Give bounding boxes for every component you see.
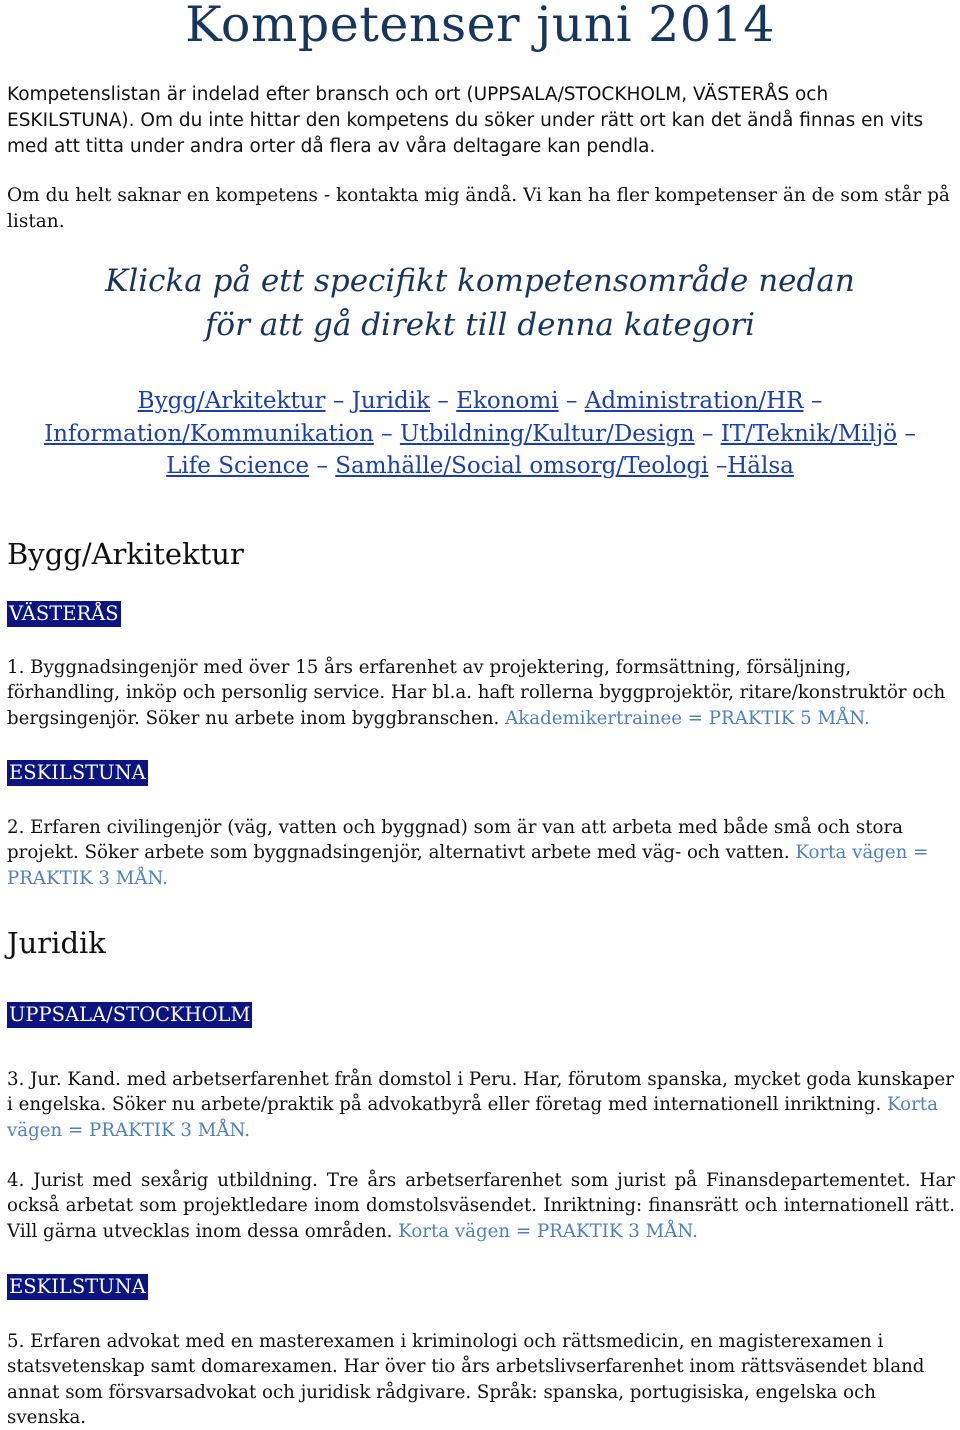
nav-link-administration-hr[interactable]: Administration/HR: [584, 388, 804, 414]
competence-item-2: [7, 815, 955, 891]
nav-link-bygg[interactable]: Bygg/Arkitektur: [137, 388, 326, 414]
item-description: 2. Erfaren civilingenjör (väg, vatten och byggnad) som är van att arbeta med både små och stora projekt. Söker arbete som byggnadsingenjör, alternativt arbete med väg- och vatten.: [7, 817, 904, 864]
nav-separator: –: [381, 421, 393, 447]
intro-paragraph: Kompetenslistan är indelad efter bransch och ort (UPPSALA/STOCKHOLM, VÄSTERÅS och ESKILSTUNA). Om du inte hittar den kompetens du söker under rätt ort kan det ändå finnas en vits med att titta under andra orter då flera av våra deltagare kan pendla.: [7, 84, 924, 157]
nav-link-utbildning-kultur-design[interactable]: Utbildning/Kultur/Design: [399, 421, 695, 447]
item-description: 1. Byggnadsingenjör med över 15 års erfarenhet av projektering, formsättning, försäljning, förhandling, inköp och personlig service. Har bl.a. haft rollerna byggprojektör, ritare/konstruktör och bergsingenjör. Söker nu arbete inom byggbranschen.: [7, 657, 946, 729]
category-nav-row-2: [0, 418, 960, 451]
praktik-label: Korta vägen = PRAKTIK 3 MÅN.: [7, 842, 929, 889]
nav-separator: –: [332, 388, 345, 414]
location-badge-eskilstuna: ESKILSTUNA: [9, 1275, 146, 1298]
nav-separator: –: [437, 388, 449, 414]
nav-link-juridik[interactable]: Juridik: [351, 388, 431, 414]
competence-item-3: [7, 1067, 955, 1143]
nav-link-halsa[interactable]: Hälsa: [727, 453, 794, 479]
nav-separator: –: [810, 388, 823, 414]
nav-separator: –: [715, 453, 728, 479]
contact-note: Om du helt saknar en kompetens - kontakta mig ändå. Vi kan ha fler kompetenser än de som står på listan.: [7, 185, 950, 232]
nav-separator: –: [701, 421, 714, 447]
nav-link-it-teknik-miljo[interactable]: IT/Teknik/Miljö: [720, 421, 898, 447]
praktik-label: Korta vägen = PRAKTIK 3 MÅN.: [398, 1220, 698, 1242]
competence-item-4: [7, 1168, 955, 1244]
nav-separator: –: [316, 453, 328, 479]
nav-link-samhalle-social-omsorg-teologi[interactable]: Samhälle/Social omsorg/Teologi: [335, 453, 709, 479]
competence-item-1: [7, 655, 955, 731]
nav-link-information-kommunikation[interactable]: Information/Kommunikation: [44, 421, 374, 447]
category-nav-row-1: [0, 385, 960, 418]
nav-separator: –: [565, 388, 578, 414]
item-description: 4. Jurist med sexårig utbildning. Tre års arbetserfarenhet som jurist på Finansdepartementet. Har också arbetat som projektledare inom domstolsväsendet. Inriktning: finansrätt och internationell rätt. Vill gärna utvecklas inom dessa områden.: [7, 1170, 955, 1242]
nav-separator: –: [904, 421, 916, 447]
location-badge-eskilstuna: ESKILSTUNA: [9, 761, 146, 784]
competence-item-5: 5. Erfaren advokat med en masterexamen i kriminologi och rättsmedicin, en magisterexamen i statsvetenskap samt domarexamen. Har över tio års arbetslivserfarenhet inom rättsväsendet bland annat som försvarsadvokat och juridisk rådgivare. Språk: spanska, portugisiska, engelska och svenska.: [7, 1331, 925, 1428]
praktik-label: Akademikertrainee = PRAKTIK 5 MÅN.: [505, 707, 870, 729]
click-instruction-line-2: för att gå direkt till denna kategori: [204, 307, 756, 343]
page-title: Kompetenser juni 2014: [185, 0, 775, 53]
item-description: 3. Jur. Kand. med arbetserfarenhet från domstol i Peru. Har, förutom spanska, mycket goda kunskaper i engelska. Söker nu arbete/praktik på advokatbyrå eller företag med internationell inriktning.: [7, 1069, 954, 1116]
nav-link-life-science[interactable]: Life Science: [166, 453, 310, 479]
section-heading-juridik: Juridik: [7, 926, 106, 960]
category-nav-row-3: [0, 450, 960, 483]
click-instruction-line-1: Klicka på ett specifikt kompetensområde nedan: [105, 263, 855, 299]
location-badge-vasteras: VÄSTERÅS: [9, 602, 119, 625]
location-badge-uppsala-stockholm: UPPSALA/STOCKHOLM: [9, 1003, 251, 1026]
nav-link-ekonomi[interactable]: Ekonomi: [456, 388, 559, 414]
praktik-label: Korta vägen = PRAKTIK 3 MÅN.: [7, 1094, 938, 1141]
section-heading-bygg: Bygg/Arkitektur: [7, 537, 244, 571]
